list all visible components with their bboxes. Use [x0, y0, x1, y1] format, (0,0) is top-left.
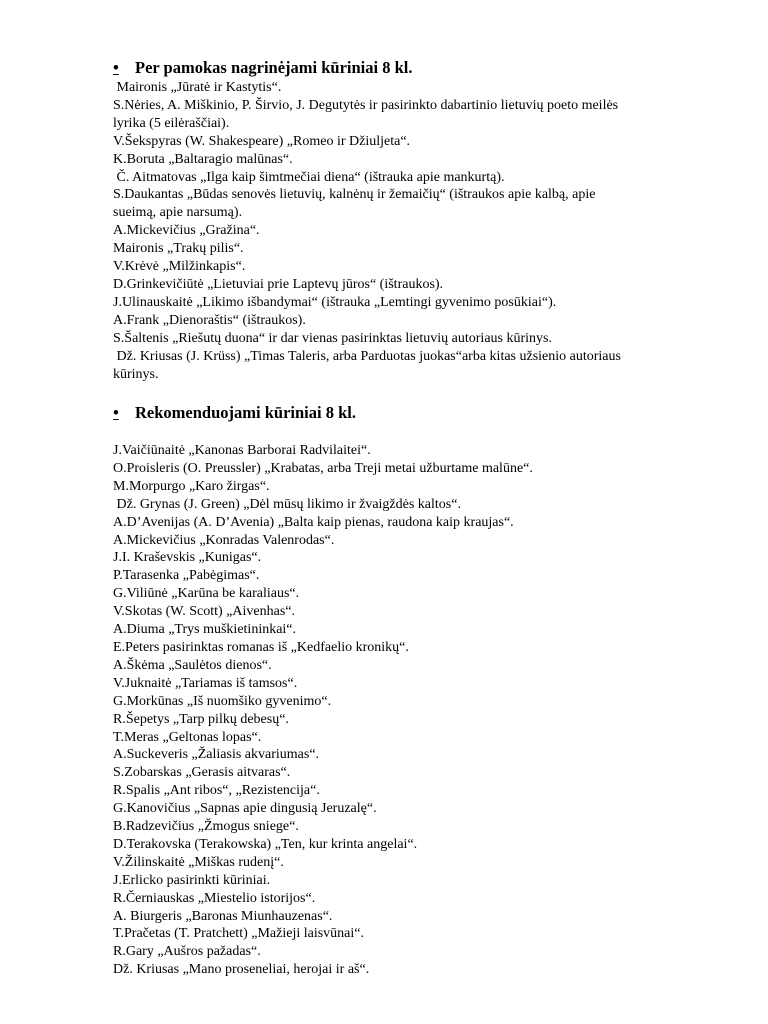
list-item: A.Frank „Dienoraštis“ (ištraukos). — [113, 312, 306, 328]
list-item: Maironis „Jūratė ir Kastytis“. — [113, 80, 282, 95]
list-item: V.Šekspyras (W. Shakespeare) „Romeo ir Džiuljeta“. — [113, 133, 411, 149]
list-item: R.Šepetys „Tarp pilkų debesų“. — [113, 711, 289, 727]
bullet-icon: • — [113, 58, 119, 77]
list-item: A.Mickevičius „Gražina“. — [113, 223, 260, 239]
recommended-works-list — [113, 442, 653, 979]
list-item: R.Gary „Aušros pažadas“. — [113, 944, 261, 960]
bullet-icon: • — [113, 403, 119, 422]
list-item: J.Vaičiūnaitė „Kanonas Barborai Radvilaitei“. — [113, 443, 371, 458]
list-item: B.Radzevičius „Žmogus sniege“. — [113, 819, 299, 835]
list-item: K.Boruta „Baltaragio malūnas“. — [113, 151, 293, 167]
list-item: S.Šaltenis „Riešutų duona“ ir dar vienas pasirinktas lietuvių autoriaus kūrinys. — [113, 330, 552, 346]
list-item: A.Suckeveris „Žaliasis akvariumas“. — [113, 747, 320, 763]
list-item: D.Grinkevičiūtė „Lietuviai prie Laptevų jūros“ (ištraukos). — [113, 276, 444, 292]
list-item: Dž. Kriusas (J. Krüss) „Timas Taleris, arba Parduotas juokas“arba kitas užsienio autoriaus — [113, 348, 621, 364]
list-item: G.Kanovičius „Sapnas apie dingusią Jeruzalę“. — [113, 801, 377, 817]
list-item: V.Krėvė „Milžinkapis“. — [113, 259, 246, 275]
list-item: A.Diuma „Trys muškietininkai“. — [113, 622, 297, 638]
list-item: sueimą, apie narsumą). — [113, 205, 243, 221]
list-item: V.Žilinskaitė „Miškas rudenį“. — [113, 854, 284, 870]
section-heading — [113, 403, 356, 423]
list-item: R.Spalis „Ant ribos“, „Rezistencija“. — [113, 783, 320, 799]
list-item: O.Proisleris (O. Preussler) „Krabatas, arba Treji metai užburtame malūne“. — [113, 460, 533, 476]
section-heading-text: Rekomenduojami kūriniai 8 kl. — [135, 403, 356, 422]
list-item: Dž. Grynas (J. Green) „Dėl mūsų likimo ir žvaigždės kaltos“. — [113, 496, 461, 512]
list-item: V.Skotas (W. Scott) „Aivenhas“. — [113, 604, 295, 620]
list-item: kūrinys. — [113, 366, 159, 382]
section-heading — [113, 58, 413, 78]
list-item: A.Mickevičius „Konradas Valenrodas“. — [113, 532, 335, 548]
list-item: V.Juknaitė „Tariamas iš tamsos“. — [113, 675, 298, 691]
list-item: A. Biurgeris „Baronas Miunhauzenas“. — [113, 908, 333, 924]
list-item: J.I. Kraševskis „Kunigas“. — [113, 550, 262, 566]
list-item: Č. Aitmatovas „Ilga kaip šimtmečiai diena“ (ištrauka apie mankurtą). — [113, 169, 505, 185]
list-item: A.Škėma „Saulėtos dienos“. — [113, 657, 272, 673]
list-item: G.Morkūnas „Iš nuomšiko gyvenimo“. — [113, 693, 332, 709]
list-item: S.Daukantas „Būdas senovės lietuvių, kalnėnų ir žemaičių“ (ištraukos apie kalbą, apie — [113, 187, 596, 203]
list-item: Maironis „Trakų pilis“. — [113, 241, 244, 257]
list-item: G.Viliūnė „Karūna be karaliaus“. — [113, 586, 300, 602]
list-item: Dž. Kriusas „Mano proseneliai, herojai ir aš“. — [113, 962, 370, 978]
list-item: lyrika (5 eilėraščiai). — [113, 115, 230, 131]
studied-works-list — [113, 79, 653, 383]
list-item: S.Nėries, A. Miškinio, P. Širvio, J. Degutytės ir pasirinkto dabartinio lietuvių poeto meilės — [113, 97, 619, 113]
list-item: A.D’Avenijas (A. D’Avenia) „Balta kaip pienas, raudona kaip kraujas“. — [113, 514, 514, 530]
list-item: T.Pračetas (T. Pratchett) „Mažieji laisvūnai“. — [113, 926, 364, 942]
list-item: M.Morpurgo „Karo žirgas“. — [113, 478, 270, 494]
section-heading-text: Per pamokas nagrinėjami kūriniai 8 kl. — [135, 58, 413, 77]
list-item: S.Zobarskas „Gerasis aitvaras“. — [113, 765, 291, 781]
list-item: E.Peters pasirinktas romanas iš „Kedfaelio kronikų“. — [113, 639, 409, 655]
list-item: J.Ulinauskaitė „Likimo išbandymai“ (ištrauka „Lemtingi gyvenimo posūkiai“). — [113, 294, 557, 310]
list-item: R.Černiauskas „Miestelio istorijos“. — [113, 890, 316, 906]
list-item: T.Meras „Geltonas lopas“. — [113, 729, 262, 745]
list-item: J.Erlicko pasirinkti kūriniai. — [113, 872, 271, 888]
list-item: D.Terakovska (Terakowska) „Ten, kur krinta angelai“. — [113, 836, 418, 852]
list-item: P.Tarasenka „Pabėgimas“. — [113, 568, 260, 584]
